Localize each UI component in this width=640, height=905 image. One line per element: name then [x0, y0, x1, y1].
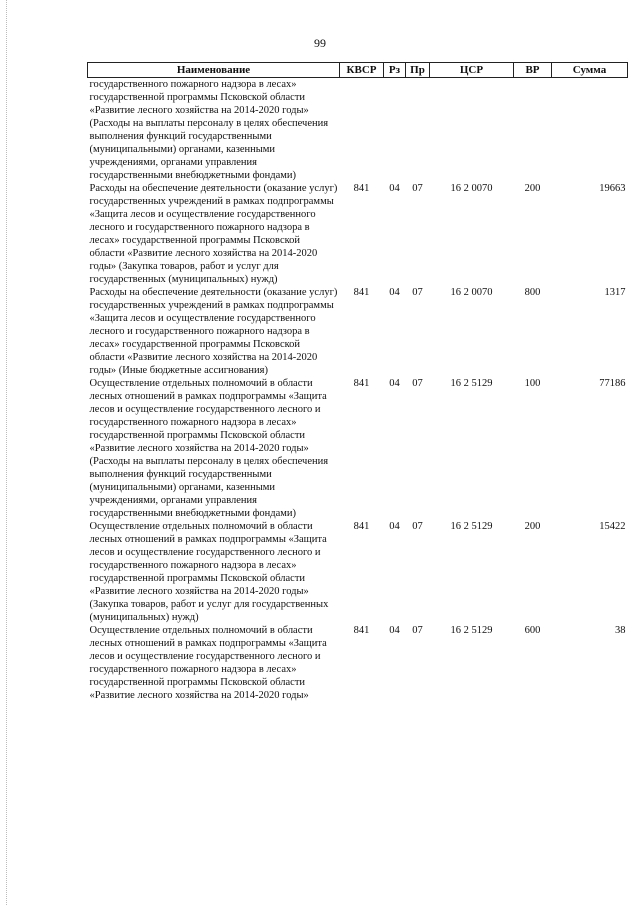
row-csr: 16 2 0070 [450, 287, 493, 298]
table-row [88, 286, 628, 377]
row-csr: 16 2 0070 [450, 183, 493, 194]
row-name: Осуществление отдельных полномочий в области лесных отношений в рамках подпрограммы «Защита лесов и осуществление государственного лесного и государственного пожарного надзора в лесах» государственной программы Псковской области «Развитие лесного хозяйства на 2014-2020 годы» [89, 625, 327, 701]
header-vr: ВР [514, 63, 552, 78]
row-rz: 04 [389, 521, 400, 532]
table-row [88, 520, 628, 624]
row-kvsr: 841 [353, 183, 370, 194]
table-row [88, 377, 628, 520]
row-rz: 04 [389, 287, 400, 298]
row-pr: 07 [412, 625, 423, 636]
row-sum: 15422 [599, 521, 626, 532]
row-name: Расходы на обеспечение деятельности (оказание услуг) государственных учреждений в рамках подпрограммы «Защита лесов и осуществление государственного лесного и государственного пожарного надзора в лесах» государственной программы Псковской области «Развитие лесного хозяйства на 2014-2020 годы» (Иные бюджетные ассигнования) [89, 287, 338, 376]
header-name: Наименование [88, 63, 340, 78]
header-kvsr: КВСР [340, 63, 384, 78]
row-name: Осуществление отдельных полномочий в области лесных отношений в рамках подпрограммы «Защита лесов и осуществление государственного лесного и государственного пожарного надзора в лесах» государственной программы Псковской области «Развитие лесного хозяйства на 2014-2020 годы» (Расходы на выплаты персоналу в целях обеспечения выполнения функций государственными (муниципальными) органами, казенными учреждениями, органами управления государственными внебюджетными фондами) [89, 378, 329, 519]
row-pr: 07 [412, 378, 423, 389]
row-vr: 800 [524, 287, 541, 298]
row-vr: 100 [524, 378, 541, 389]
header-csr: ЦСР [430, 63, 514, 78]
row-vr: 200 [524, 521, 541, 532]
row-pr: 07 [412, 183, 423, 194]
table-row-continuation [88, 78, 628, 183]
row-name: Расходы на обеспечение деятельности (оказание услуг) государственных учреждений в рамках подпрограммы «Защита лесов и осуществление государственного лесного и государственного пожарного надзора в лесах» государственной программы Псковской области «Развитие лесного хозяйства на 2014-2020 годы» (Закупка товаров, работ и услуг для государственных (муниципальных) нужд) [89, 183, 338, 285]
row-kvsr: 841 [353, 521, 370, 532]
row-rz: 04 [389, 378, 400, 389]
row-kvsr: 841 [353, 378, 370, 389]
row-sum: 1317 [604, 287, 626, 298]
row-csr: 16 2 5129 [450, 521, 493, 532]
page-number: 99 [314, 36, 326, 50]
table-row [88, 624, 628, 702]
header-pr: Пр [406, 63, 430, 78]
row-name: Осуществление отдельных полномочий в области лесных отношений в рамках подпрограммы «Защита лесов и осуществление государственного лесного и государственного пожарного надзора в лесах» государственной программы Псковской области «Развитие лесного хозяйства на 2014-2020 годы» (Закупка товаров, работ и услуг для государственных (муниципальных) нужд) [89, 521, 329, 623]
row-pr: 07 [412, 521, 423, 532]
row-csr: 16 2 5129 [450, 378, 493, 389]
row-kvsr: 841 [353, 625, 370, 636]
header-rz: Рз [384, 63, 406, 78]
row-vr: 200 [524, 183, 541, 194]
header-sum: Сумма [552, 63, 628, 78]
row-pr: 07 [412, 287, 423, 298]
row-vr: 600 [524, 625, 541, 636]
row-sum: 19663 [599, 183, 626, 194]
row-rz: 04 [389, 183, 400, 194]
row-rz: 04 [389, 625, 400, 636]
row-sum: 38 [615, 625, 626, 636]
budget-table [87, 62, 628, 702]
scan-edge-line [6, 0, 8, 905]
row-sum: 77186 [599, 378, 626, 389]
row-csr: 16 2 5129 [450, 625, 493, 636]
table-row [88, 182, 628, 286]
continuation-text: государственного пожарного надзора в лесах» государственной программы Псковской области «Развитие лесного хозяйства на 2014-2020 годы» (Расходы на выплаты персоналу в целях обеспечения выполнения функций государственными (муниципальными) органами, казенными учреждениями, органами управления государственными внебюджетными фондами) [89, 79, 329, 181]
row-kvsr: 841 [353, 287, 370, 298]
table-header-row [88, 63, 628, 78]
